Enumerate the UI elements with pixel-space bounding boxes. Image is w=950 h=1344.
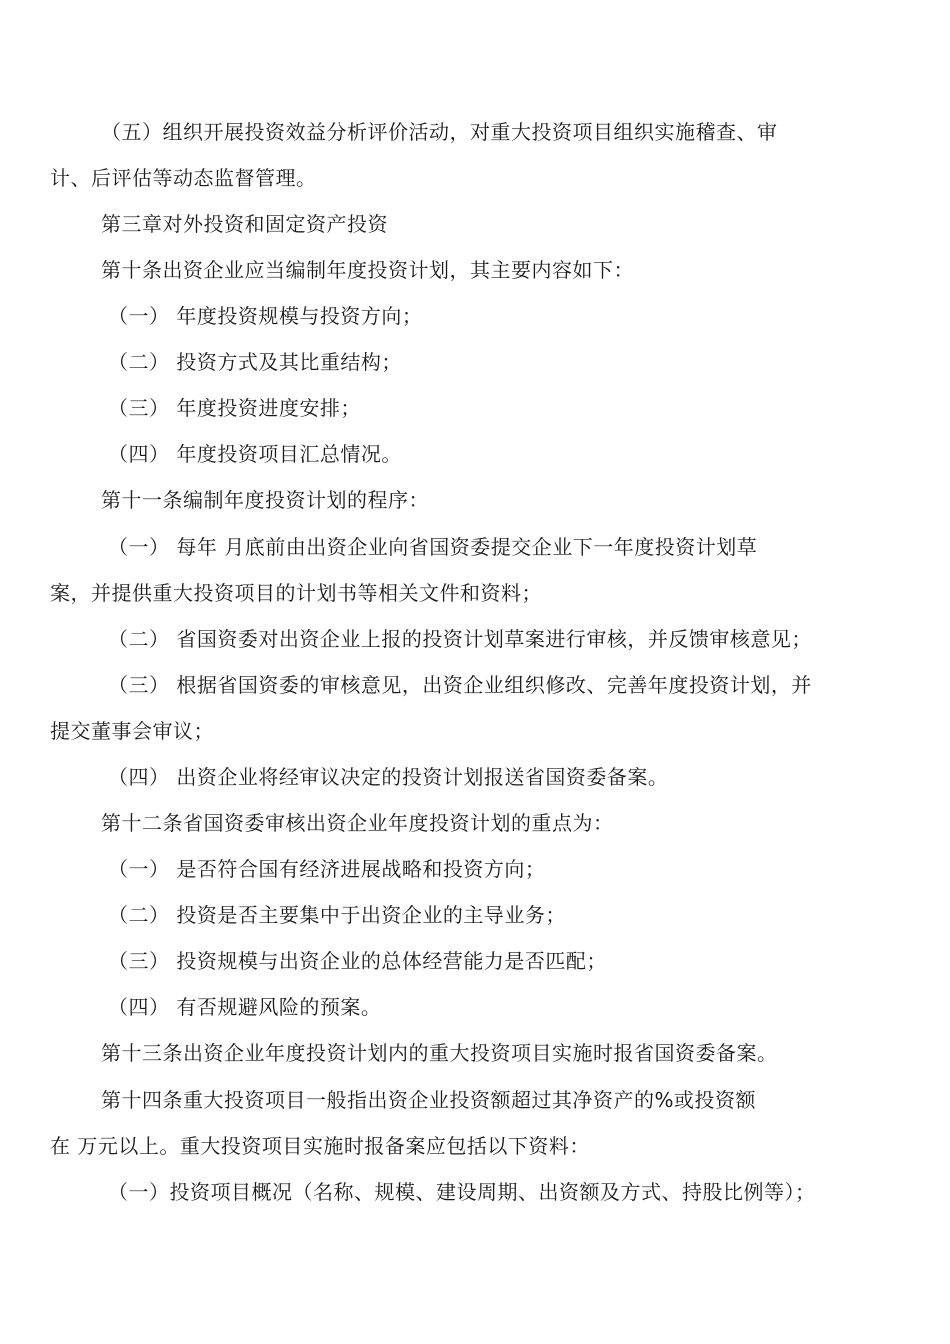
list-item: （一）投资项目概况（名称、规模、建设周期、出资额及方式、持股比例等）；: [108, 1180, 816, 1204]
list-item: （二） 投资是否主要集中于出资企业的主导业务；: [108, 903, 566, 927]
list-item: （一） 年度投资规模与投资方向；: [108, 304, 423, 328]
chapter-heading: 第三章对外投资和固定资产投资: [101, 212, 388, 236]
article-heading: 第十二条省国资委审核出资企业年度投资计划的重点为：: [101, 811, 614, 835]
list-item: （三） 根据省国资委的审核意见，出资企业组织修改、完善年度投资计划，并: [108, 673, 812, 697]
article-heading: 第十四条重大投资项目一般指出资企业投资额超过其净资产的%或投资额: [101, 1088, 757, 1112]
list-item: （一） 是否符合国有经济进展战略和投资方向；: [108, 857, 546, 881]
list-item: （四） 有否规避风险的预案。: [108, 995, 382, 1019]
paragraph-line: 案，并提供重大投资项目的计划书等相关文件和资料；: [50, 581, 542, 605]
paragraph-line: 在 万元以上。重大投资项目实施时报备案应包括以下资料：: [50, 1134, 590, 1158]
list-item: （二） 投资方式及其比重结构；: [108, 350, 402, 374]
list-item: （二） 省国资委对出资企业上报的投资计划草案进行审核，并反馈审核意见；: [108, 627, 812, 651]
list-item: （四） 年度投资项目汇总情况。: [108, 442, 402, 466]
paragraph-line: 提交董事会审议；: [50, 719, 214, 743]
article-heading: 第十一条编制年度投资计划的程序：: [101, 488, 429, 512]
list-item: （三） 年度投资进度安排；: [108, 396, 361, 420]
list-item: （一） 每年 月底前由出资企业向省国资委提交企业下一年度投资计划草: [108, 535, 758, 559]
paragraph-line: 计、后评估等动态监督管理。: [50, 166, 317, 190]
list-item: （三） 投资规模与出资企业的总体经营能力是否匹配；: [108, 949, 607, 973]
article-heading: 第十条出资企业应当编制年度投资计划，其主要内容如下：: [101, 258, 634, 282]
article-heading: 第十三条出资企业年度投资计划内的重大投资项目实施时报省国资委备案。: [101, 1041, 778, 1065]
paragraph-line: （五）组织开展投资效益分析评价活动，对重大投资项目组织实施稽查、审: [101, 120, 778, 144]
list-item: （四） 出资企业将经审议决定的投资计划报送省国资委备案。: [108, 765, 669, 789]
